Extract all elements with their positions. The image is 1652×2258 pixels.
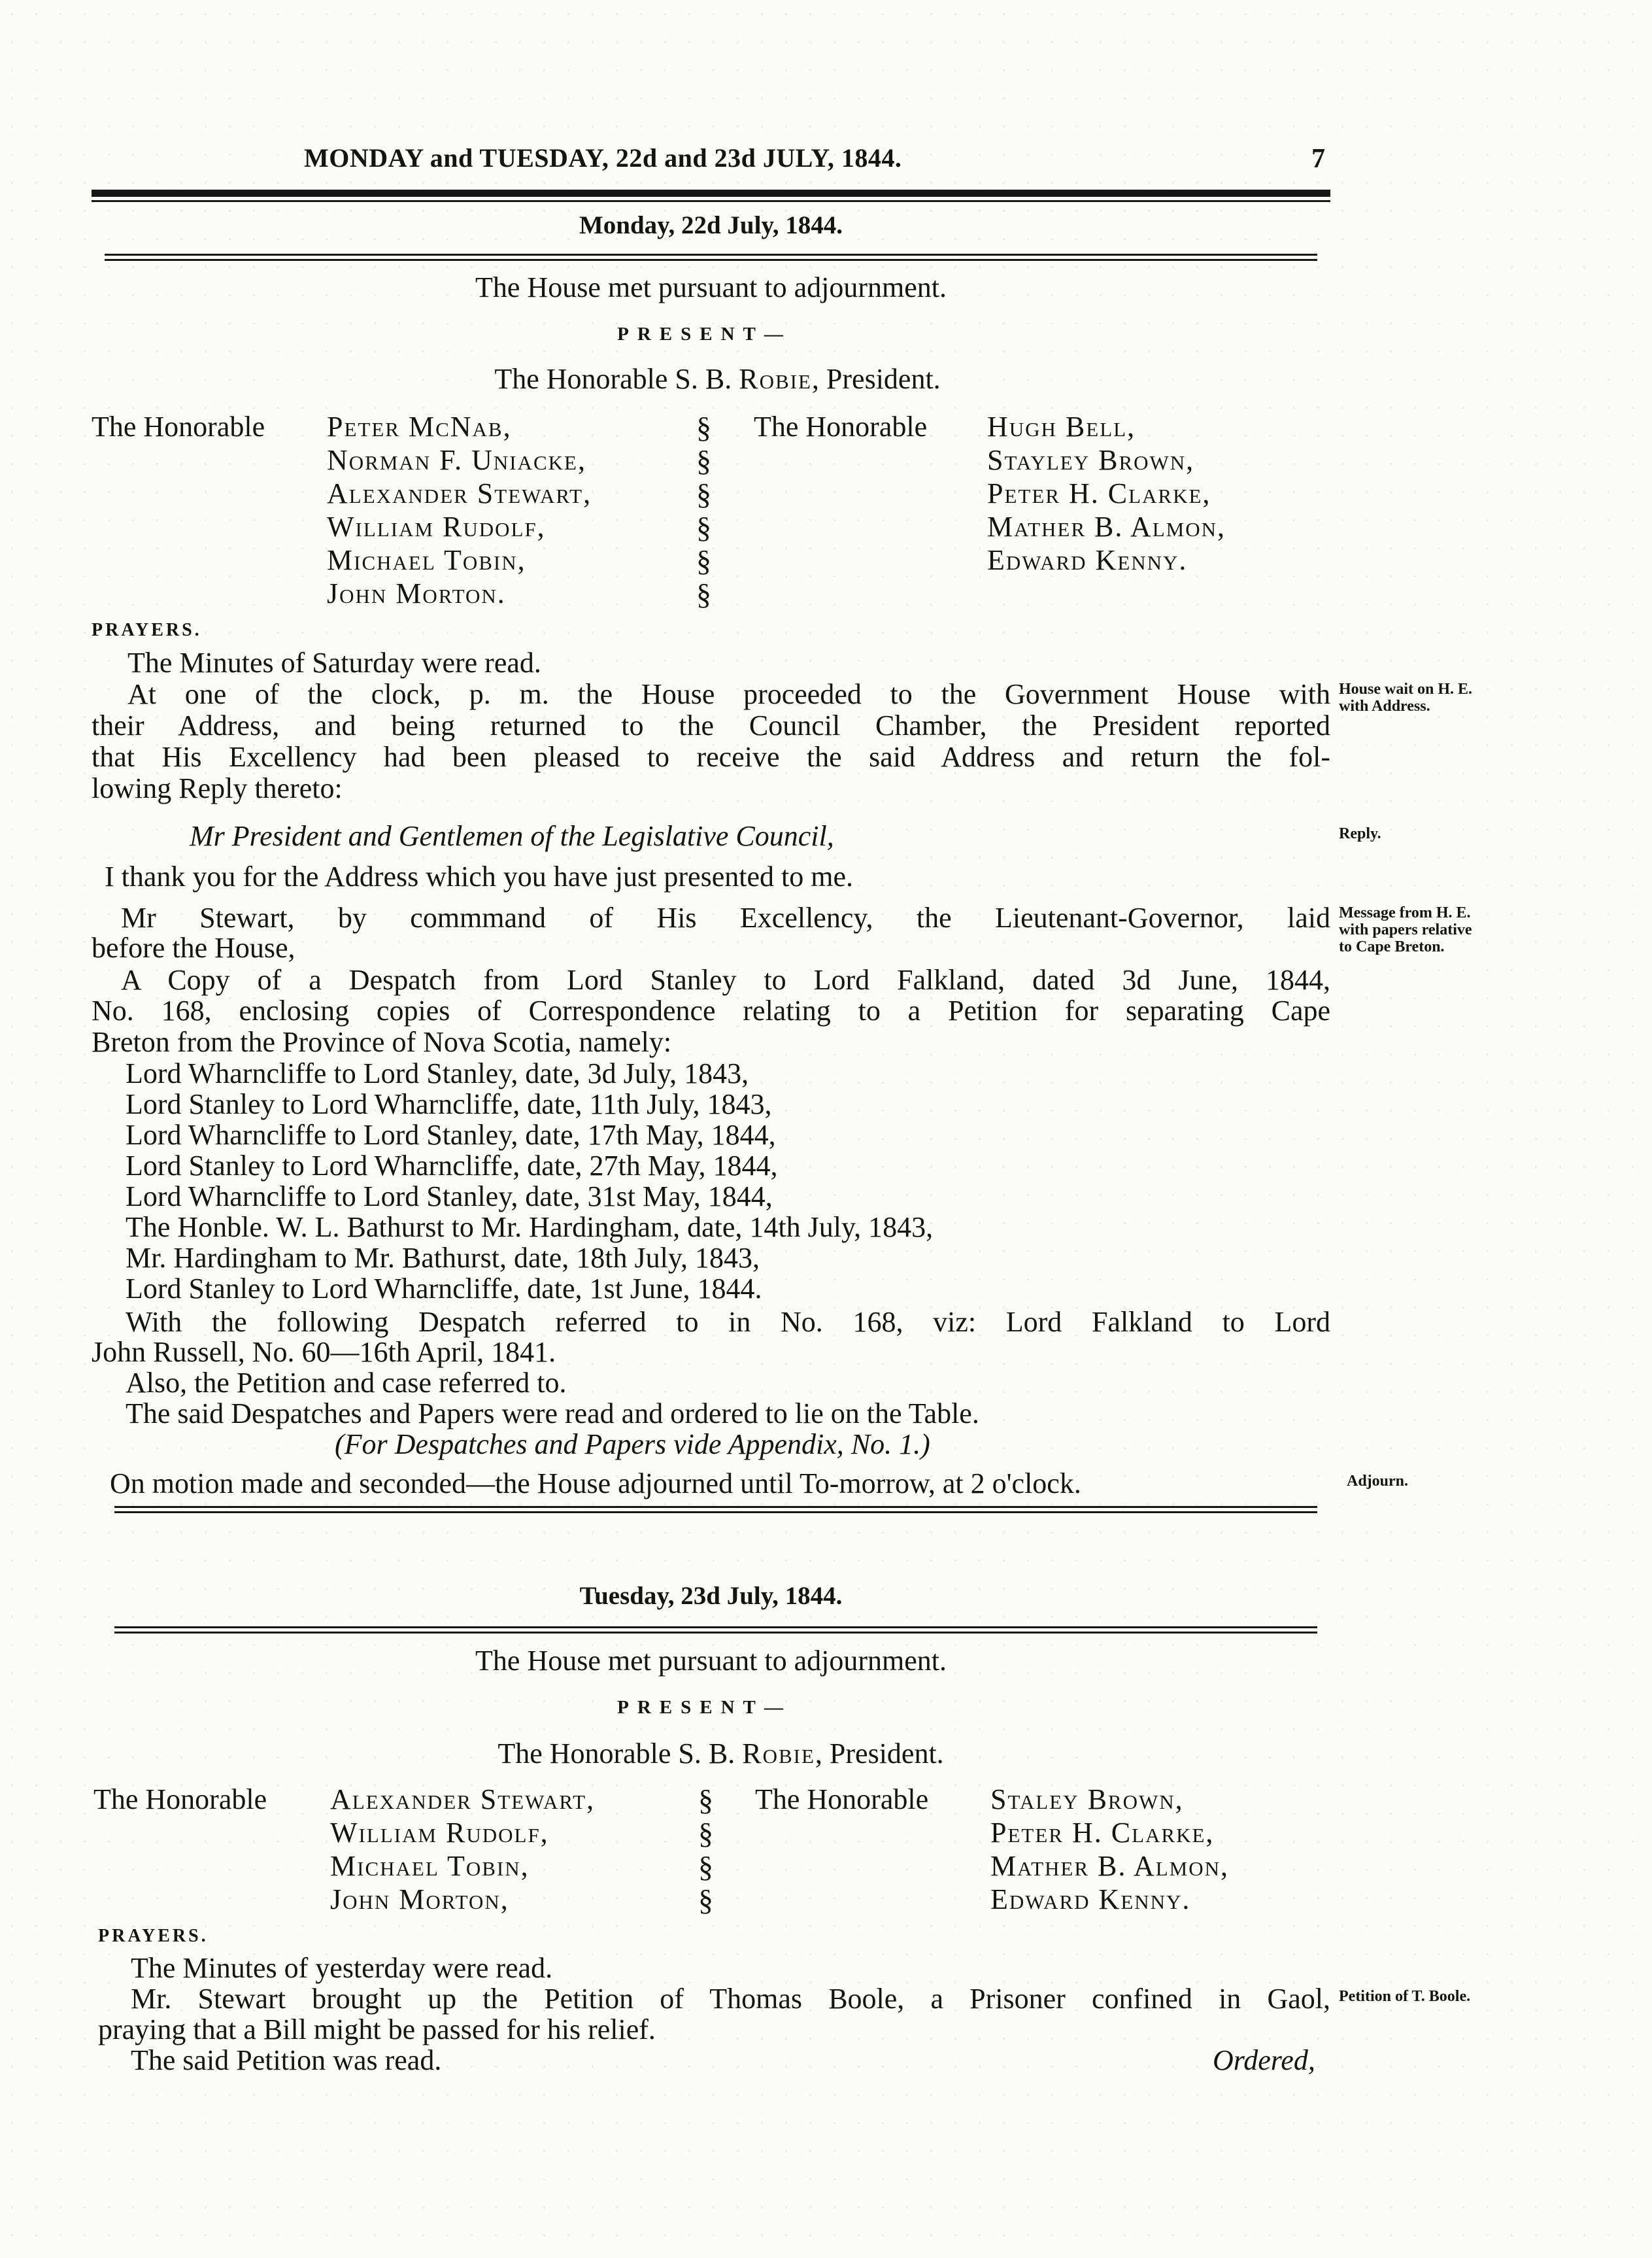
section-mark: § <box>698 1817 713 1850</box>
correspondence-item: Lord Wharncliffe to Lord Stanley, date, 3d July, 1843, <box>126 1057 749 1089</box>
margin-note-adjourn: Adjourn. <box>1347 1473 1409 1490</box>
tuesday-member-right: Edward Kenny. <box>990 1883 1191 1915</box>
monday-member-right: Hugh Bell, <box>987 411 1136 443</box>
body-line: before the House, <box>92 932 295 964</box>
tuesday-member-left: Michael Tobin, <box>330 1850 530 1882</box>
tuesday-president-line: The Honorable S. B. Robie, President. <box>497 1737 944 1770</box>
monday-honorable-right: The Honorable <box>754 411 928 443</box>
body-line: The said Despatches and Papers were read and ordered to lie on the Table. <box>126 1397 979 1429</box>
body-line: Mr Stewart, by commmand of His Excellency, the Lieutenant-Governor, laid <box>121 902 1330 934</box>
body-line: No. 168, enclosing copies of Correspondence relating to a Petition for separating Cape <box>92 995 1330 1027</box>
tuesday-prayers: PRAYERS. <box>98 1926 209 1946</box>
monday-member-right: Edward Kenny. <box>987 544 1188 576</box>
appendix-note: (For Despatches and Papers vide Appendix, No. 1.) <box>335 1428 930 1460</box>
correspondence-item: Lord Stanley to Lord Wharncliffe, date, 27th May, 1844, <box>126 1150 778 1182</box>
monday-member-left: Michael Tobin, <box>327 544 526 576</box>
tuesday-member-right: Mather B. Almon, <box>990 1850 1229 1882</box>
monday-member-left: Peter McNab, <box>327 411 512 443</box>
correspondence-item: Mr. Hardingham to Mr. Bathurst, date, 18th July, 1843, <box>126 1242 760 1274</box>
tuesday-separator-rule-1 <box>114 1506 1317 1508</box>
monday-member-left: Alexander Stewart, <box>327 477 592 509</box>
section-mark: § <box>696 577 711 611</box>
reply-text: I thank you for the Address which you have just presented to me. <box>105 861 853 893</box>
body-line: The said Petition was read. <box>131 2044 442 2076</box>
monday-member-right: Peter H. Clarke, <box>987 477 1211 509</box>
monday-prayers: PRAYERS. <box>92 620 202 640</box>
tuesday-present-label: PRESENT— <box>617 1697 792 1718</box>
correspondence-item: The Honble. W. L. Bathurst to Mr. Hardingham, date, 14th July, 1843, <box>126 1211 934 1243</box>
section-mark: § <box>696 411 711 444</box>
tuesday-heading-rule-2 <box>114 1632 1317 1634</box>
section-mark: § <box>696 511 711 544</box>
tuesday-member-left: John Morton, <box>330 1883 509 1915</box>
body-line: lowing Reply thereto: <box>92 772 343 804</box>
tuesday-member-right: Staley Brown, <box>990 1783 1184 1815</box>
body-line: At one of the clock, p. m. the House proceeded to the Government House with <box>127 678 1330 710</box>
tuesday-met-line: The House met pursuant to adjournment. <box>475 1645 947 1677</box>
section-mark: § <box>698 1883 713 1917</box>
minutes-line: The Minutes of yesterday were read. <box>131 1952 553 1984</box>
ordered-catchword: Ordered, <box>1213 2044 1315 2076</box>
monday-member-left: William Rudolf, <box>327 511 546 543</box>
tuesday-heading-rule-1 <box>114 1626 1317 1628</box>
tuesday-honorable-right: The Honorable <box>755 1783 929 1815</box>
tuesday-date-heading: Tuesday, 23d July, 1844. <box>579 1582 843 1610</box>
section-mark: § <box>698 1783 713 1817</box>
section-mark: § <box>696 444 711 477</box>
correspondence-item: Lord Stanley to Lord Wharncliffe, date, 1st June, 1844. <box>126 1273 762 1305</box>
correspondence-item: Lord Wharncliffe to Lord Stanley, date, 17th May, 1844, <box>126 1119 776 1151</box>
reply-salutation: Mr President and Gentlemen of the Legislative Council, <box>190 820 834 852</box>
minutes-line: The Minutes of Saturday were read. <box>127 647 541 679</box>
body-line: their Address, and being returned to the Council Chamber, the President reported <box>92 710 1330 742</box>
monday-met-line: The House met pursuant to adjournment. <box>475 271 947 303</box>
margin-note-reply: Reply. <box>1339 825 1381 842</box>
tuesday-honorable-left: The Honorable <box>93 1783 267 1815</box>
tuesday-member-left: Alexander Stewart, <box>330 1783 596 1815</box>
body-line: Breton from the Province of Nova Scotia, namely: <box>92 1026 672 1058</box>
margin-note-message: Message from H. E. with papers relative to Cape Breton. <box>1339 904 1472 955</box>
body-line: praying that a Bill might be passed for his relief. <box>98 2013 656 2045</box>
body-line: Mr. Stewart brought up the Petition of Thomas Boole, a Prisoner confined in Gaol, <box>131 1983 1330 2015</box>
tuesday-separator-rule-2 <box>114 1511 1317 1513</box>
body-line: that His Excellency had been pleased to receive the said Address and return the fol- <box>92 741 1330 773</box>
correspondence-item: Lord Wharncliffe to Lord Stanley, date, 31st May, 1844, <box>126 1180 773 1212</box>
monday-date-heading: Monday, 22d July, 1844. <box>579 211 843 239</box>
tuesday-member-left: William Rudolf, <box>330 1817 549 1849</box>
monday-member-right: Stayley Brown, <box>987 444 1195 476</box>
monday-heading-rule-2 <box>105 259 1317 261</box>
section-mark: § <box>698 1850 713 1883</box>
adjournment-line: On motion made and seconded—the House adjourned until To-morrow, at 2 o'clock. <box>110 1467 1081 1499</box>
header-rule-thin <box>92 200 1330 202</box>
correspondence-item: Lord Stanley to Lord Wharncliffe, date, 11th July, 1843, <box>126 1088 772 1120</box>
tuesday-member-right: Peter H. Clarke, <box>990 1817 1215 1849</box>
margin-note-petition: Petition of T. Boole. <box>1339 1988 1471 2005</box>
header-rule-thick <box>92 190 1330 197</box>
body-line: With the following Despatch referred to in No. 168, viz: Lord Falkland to Lord <box>126 1306 1330 1338</box>
monday-member-left: Norman F. Uniacke, <box>327 444 586 476</box>
body-line: John Russell, No. 60—16th April, 1841. <box>92 1336 556 1368</box>
monday-president-line: The Honorable S. B. Robie, President. <box>494 363 941 395</box>
section-mark: § <box>696 544 711 577</box>
monday-heading-rule-1 <box>105 254 1317 256</box>
running-header-title: MONDAY and TUESDAY, 22d and 23d JULY, 1844. <box>304 143 902 173</box>
section-mark: § <box>696 477 711 511</box>
monday-member-right: Mather B. Almon, <box>987 511 1226 543</box>
margin-note-house-wait: House wait on H. E. with Address. <box>1339 681 1473 715</box>
monday-present-label: PRESENT— <box>617 324 792 345</box>
body-line: A Copy of a Despatch from Lord Stanley to Lord Falkland, dated 3d June, 1844, <box>121 964 1330 996</box>
monday-honorable-left: The Honorable <box>92 411 265 443</box>
monday-member-left: John Morton. <box>327 577 506 609</box>
page-number: 7 <box>1311 144 1325 174</box>
body-line: Also, the Petition and case referred to. <box>126 1367 567 1399</box>
